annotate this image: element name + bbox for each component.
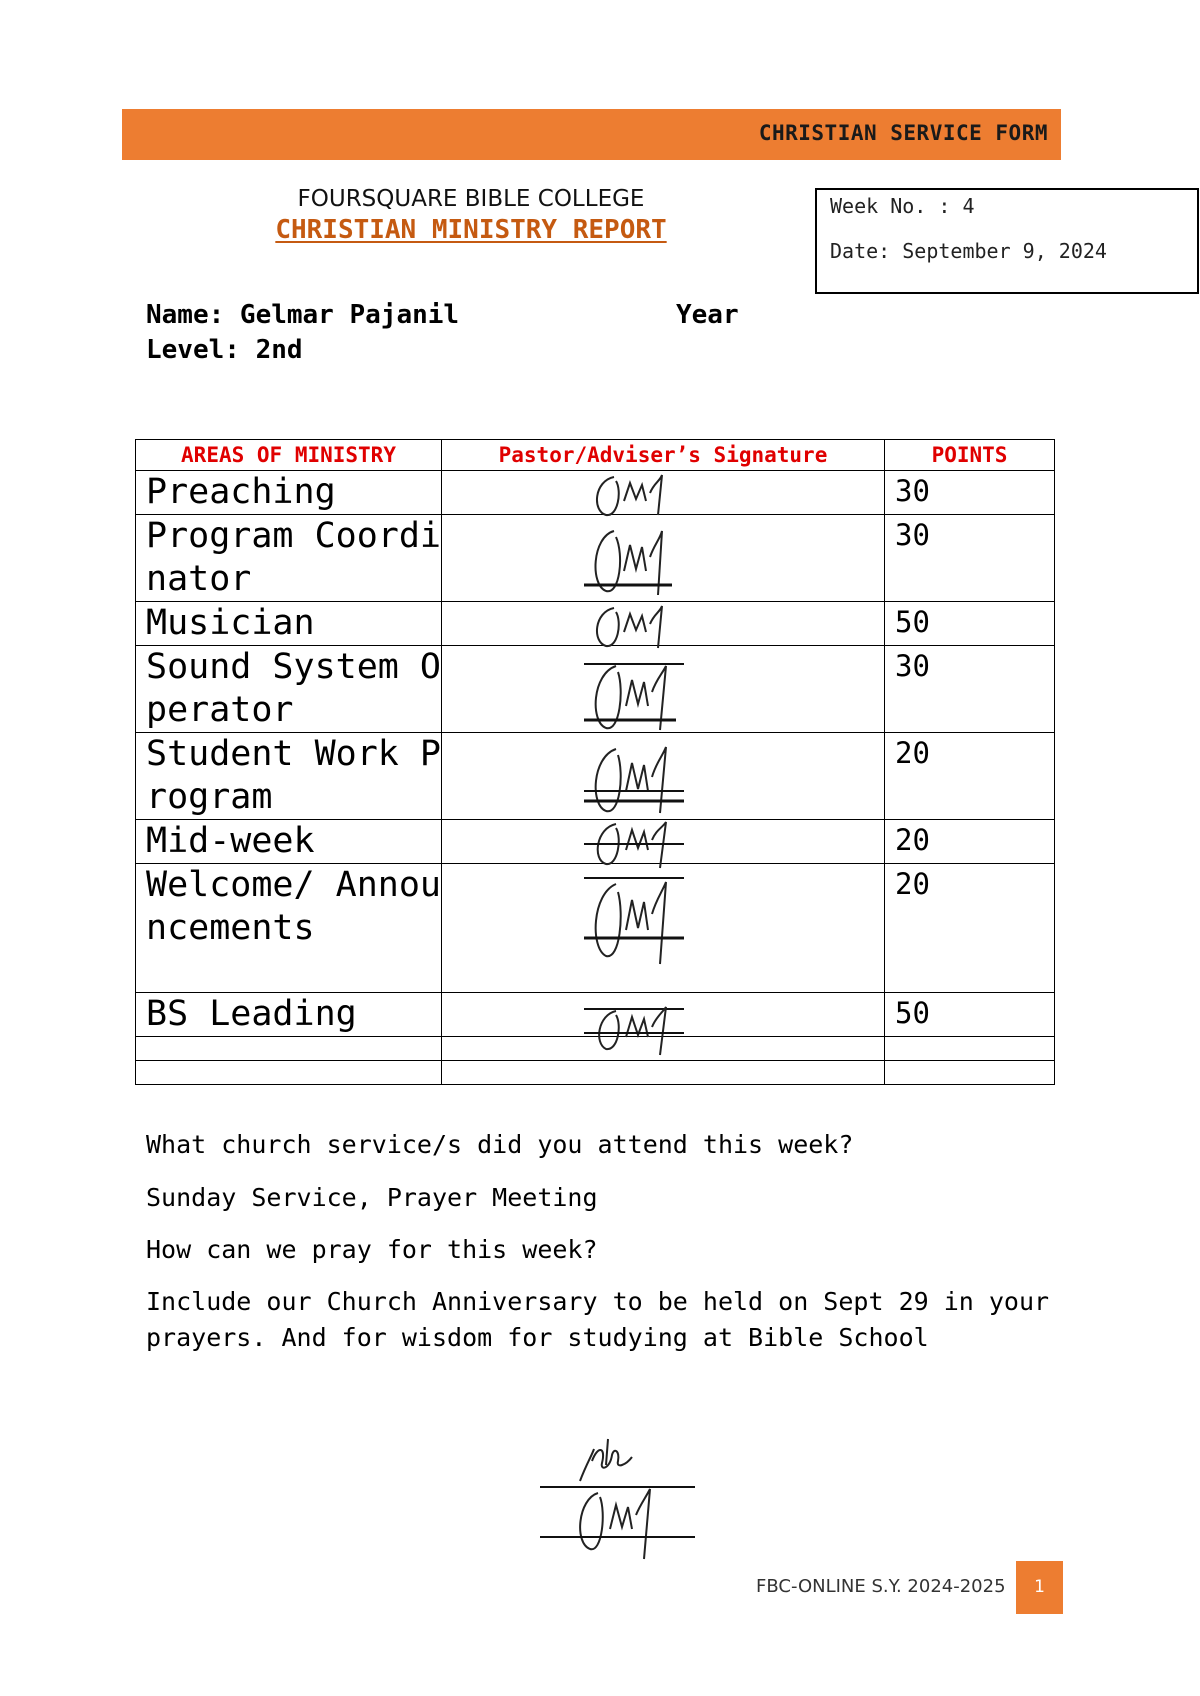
ministry-area: Program Coordinator [136,515,442,602]
form-label: CHRISTIAN SERVICE FORM [758,121,1048,145]
table-row [136,733,1055,820]
adviser-signature [442,471,885,515]
ministry-table [135,439,1055,1085]
table-row [136,646,1055,733]
week-date-box [815,188,1199,294]
footer-school-year: FBC-ONLINE S.Y. 2024-2025 [756,1576,1006,1597]
ministry-area: Student Work Program [136,733,442,820]
answer-attendance: Sunday Service, Prayer Meeting [146,1183,598,1212]
points-value [885,1037,1055,1061]
adviser-signature [442,993,885,1037]
ministry-area: Musician [136,602,442,646]
table-row [136,1061,1055,1085]
signature-scribble [540,1425,710,1565]
table-row [136,993,1055,1037]
points-value [885,1061,1055,1085]
header-areas: AREAS OF MINISTRY [136,440,442,471]
points-value: 30 [885,646,1055,733]
ministry-area: Preaching [136,471,442,515]
year-label: Year [676,300,739,330]
page-number: 1 [1016,1561,1063,1614]
adviser-signature [442,820,885,864]
year-level: Level: 2nd [146,335,303,365]
header-points: POINTS [885,440,1055,471]
answer-prayer: Include our Church Anniversary to be held on Sept 29 in your prayers. And for wisdom for studying at Bible School [146,1287,1050,1352]
ministry-area: Welcome/ Announcements [136,864,442,993]
adviser-signature [442,515,885,602]
ministry-area: Sound System Operator [136,646,442,733]
points-value: 30 [885,471,1055,515]
ministry-area [136,1037,442,1061]
table-row [136,864,1055,993]
points-value: 20 [885,864,1055,993]
points-value: 20 [885,733,1055,820]
table-row [136,602,1055,646]
points-value: 30 [885,515,1055,602]
points-value: 20 [885,820,1055,864]
signature-scribble [584,993,694,1057]
form-header-bar [122,109,1061,160]
points-value: 50 [885,602,1055,646]
signature-scribble [584,515,684,601]
final-signatures [540,1425,710,1569]
signature-scribble [584,733,694,819]
table-row [136,471,1055,515]
week-number: Week No. : 4 [830,194,975,218]
table-row [136,515,1055,602]
ministry-area: BS Leading [136,993,442,1037]
report-date: Date: September 9, 2024 [830,239,1107,263]
header-signature: Pastor/Adviser’s Signature [442,440,885,471]
adviser-signature [442,602,885,646]
adviser-signature [442,646,885,733]
signature-scribble [584,471,684,521]
adviser-signature [442,733,885,820]
points-value: 50 [885,993,1055,1037]
adviser-signature [442,864,885,993]
college-name: FOURSQUARE BIBLE COLLEGE [297,186,645,212]
student-name: Name: Gelmar Pajanil [146,300,460,330]
ministry-area [136,1061,442,1085]
signature-scribble [584,820,694,870]
report-title: CHRISTIAN MINISTRY REPORT [275,215,667,245]
table-row [136,820,1055,864]
signature-scribble [584,864,694,974]
ministry-area: Mid-week [136,820,442,864]
question-prayer: How can we pray for this week? [146,1235,598,1264]
signature-scribble [584,602,684,652]
question-attendance: What church service/s did you attend this week? [146,1130,854,1159]
table-header-row [136,440,1055,471]
adviser-signature-empty [442,1061,885,1085]
signature-scribble [584,646,694,732]
